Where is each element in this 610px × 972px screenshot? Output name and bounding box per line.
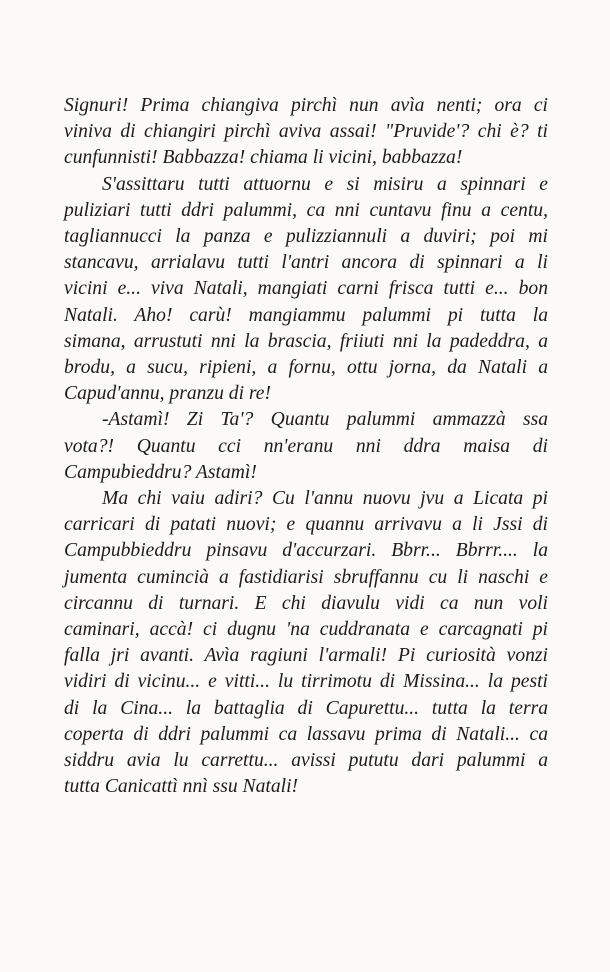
page-text [64,93,548,800]
text-line: Capud'annu, pranzu di re! [64,383,272,405]
text-line: cunfunnisti! Babbazza! chiama li vicini, babbazza! [64,147,463,169]
text-line: -Astamì! Zi Ta'? Quantu palummi ammazzà ssa [102,409,548,431]
text-line: Campubbieddru pinsavu d'accurzari. Bbrr... Bbrrr.... la [64,540,548,562]
text-line: coperta di ddri palummi ca lassavu prima di Natali... ca [64,723,548,745]
text-line: caminari, accà! ci dugnu 'na cuddranata e carcagnati pi [64,619,548,641]
text-line: Signuri! Prima chiangiva pirchì nun avìa nenti; ora ci [64,95,548,116]
text-line: di la Cina... la battaglia di Capurettu... tutta la terra [64,697,548,719]
text-line: Natali. Aho! carù! mangiammu palummi pi tutta la [64,304,548,326]
text-line: stancavu, arrialavu tutti l'antri ancora di spinnari a li [64,252,548,274]
text-line: viniva di chiangiri pirchì aviva assai! "Pruvide'? chi è? ti [64,121,548,143]
text-line: tutta Canicattì nnì ssu Natali! [64,776,299,798]
text-line: puliziari tutti ddri palummi, ca nni cuntavu finu a centu, [64,199,548,221]
text-line: vicini e... viva Natali, mangiati carni frisca tutti e... bon [64,278,548,300]
text-line: S'assittaru tutti attuornu e si misiru a spinnari e [102,173,548,195]
text-line: Ma chi vaiu adiri? Cu l'annu nuovu jvu a Licata pi [102,488,548,510]
text-line: siddru avia lu carrettu... avissi pututu dari palummi a [64,750,548,772]
text-line: brodu, a sucu, ripieni, a fornu, ottu jorna, da Natali a [64,357,548,379]
paragraph-3 [64,407,548,486]
text-line: jumenta cumincià a fastidiarisi sbruffannu cu li naschi e [64,566,548,588]
paragraph-1 [64,93,548,172]
paragraph-2 [64,172,548,408]
text-line: tagliannucci la panza e pulizziannuli a duviri; poi mi [64,226,548,248]
text-line: vota?! Quantu cci nn'eranu nni ddra maisa di [64,435,548,457]
paragraph-4 [64,486,548,800]
text-line: falla jri avanti. Avìa ragiuni l'armali! Pi curiosità vonzi [64,645,548,667]
text-line: carricari di patati nuovi; e quannu arrivavu a li Jssi di [64,514,548,536]
text-line: vidiri di vicinu... e vitti... lu tirrimotu di Missina... la pesti [64,671,548,693]
text-line: simana, arrustuti nni la brascia, friiuti nni la padeddra, a [64,330,548,352]
text-line: circannu di turnari. E chi diavulu vidi ca nun voli [64,592,548,614]
text-line: Campubieddru? Astamì! [64,461,257,483]
